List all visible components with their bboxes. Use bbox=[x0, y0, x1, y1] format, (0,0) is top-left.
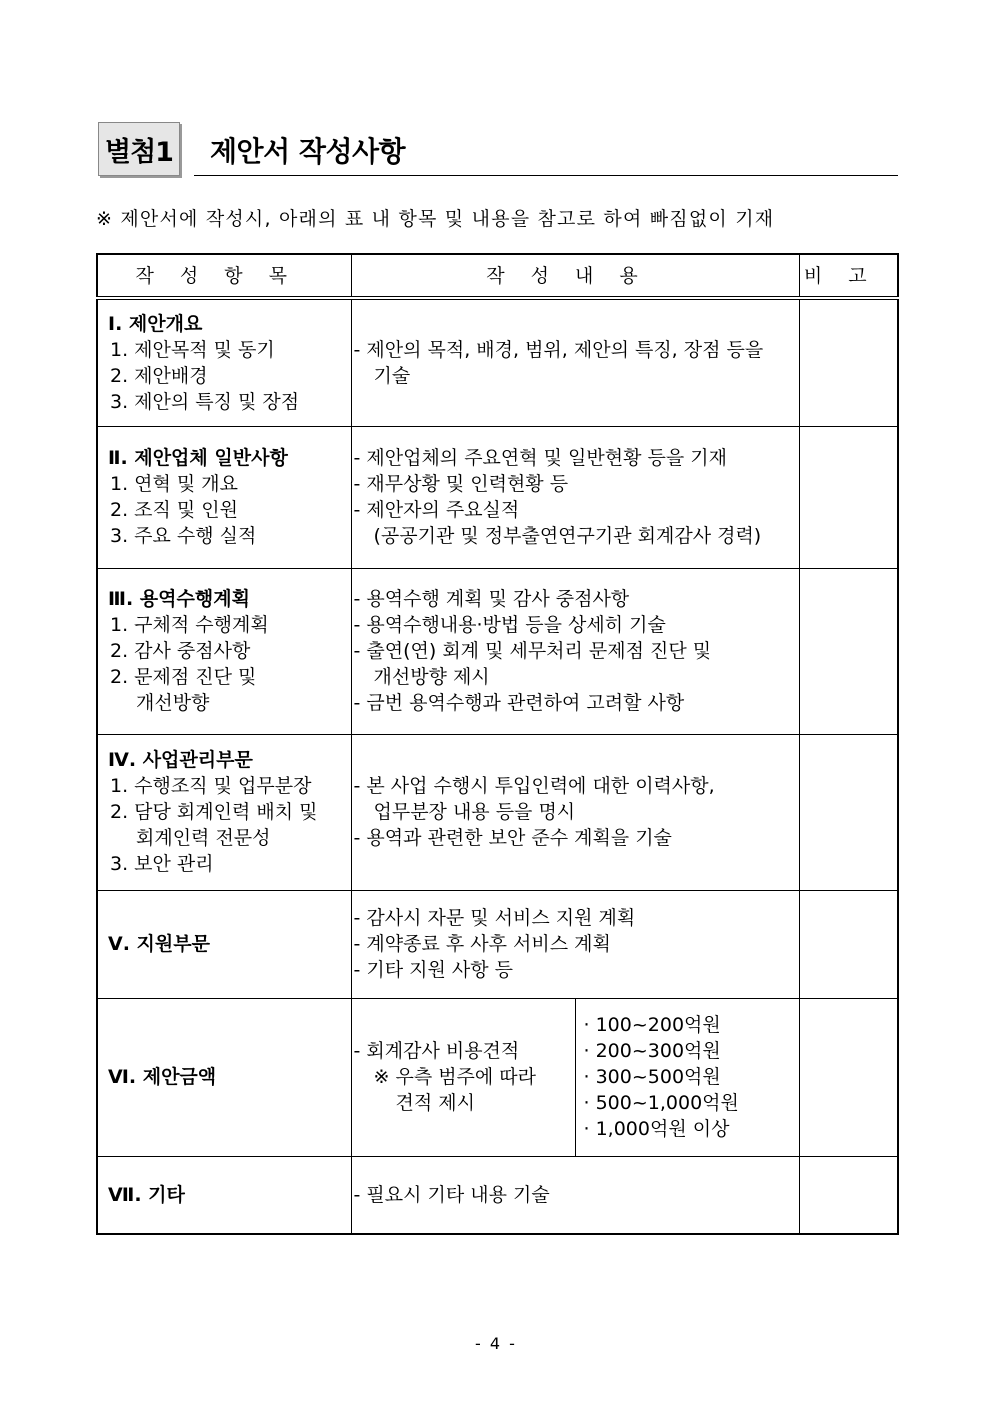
content-line: - 회계감사 비용견적 bbox=[353, 1040, 520, 1062]
header-item: 작성항목 bbox=[97, 254, 351, 298]
section-title: Ⅱ. 제안업체 일반사항 bbox=[108, 447, 288, 469]
section-item: 1. 수행조직 및 업무분장 bbox=[110, 775, 312, 797]
section-cell bbox=[97, 734, 351, 890]
section-item: 3. 보안 관리 bbox=[110, 853, 214, 875]
header-remarks: 비고 bbox=[799, 254, 898, 298]
remarks-cell bbox=[799, 890, 898, 998]
content-line: - 본 사업 수행시 투입인력에 대한 이력사항, bbox=[353, 775, 715, 797]
content-line: - 제안의 목적, 배경, 범위, 제안의 특징, 장점 등을 bbox=[353, 338, 764, 361]
document-title: 제안서 작성사항 bbox=[210, 135, 406, 168]
section-cell bbox=[97, 298, 351, 426]
remarks-cell bbox=[799, 998, 898, 1156]
section-cell bbox=[97, 1156, 351, 1234]
remarks-cell bbox=[799, 734, 898, 890]
table-row bbox=[97, 426, 898, 568]
content-cell bbox=[351, 298, 799, 426]
section-title: Ⅳ. 사업관리부문 bbox=[108, 749, 253, 771]
content-cell bbox=[351, 568, 799, 734]
section-item: 1. 구체적 수행계획 bbox=[110, 614, 269, 636]
content-line: (공공기관 및 정부출연연구기관 회계감사 경력) bbox=[373, 525, 762, 547]
cost-range-cell bbox=[575, 998, 799, 1156]
remarks-cell bbox=[799, 568, 898, 734]
title-underline bbox=[194, 175, 898, 176]
content-line: ※ 우측 범주에 따라 bbox=[373, 1066, 537, 1088]
table-row bbox=[97, 890, 898, 998]
proposal-requirements-table bbox=[96, 253, 899, 1235]
page-number: - 4 - bbox=[475, 1334, 517, 1353]
section-item: 개선방향 bbox=[136, 692, 210, 714]
section-item: 2. 감사 중점사항 bbox=[110, 640, 251, 662]
section-item: 회계인력 전문성 bbox=[136, 827, 271, 849]
section-item: 3. 제안의 특징 및 장점 bbox=[110, 390, 300, 413]
content-cell bbox=[351, 890, 799, 998]
content-line: - 기타 지원 사항 등 bbox=[353, 959, 513, 981]
section-title: Ⅶ. 기타 bbox=[108, 1183, 185, 1206]
content-line: 기술 bbox=[373, 364, 411, 387]
cost-range: · 1,000억원 이상 bbox=[583, 1118, 730, 1140]
table-row bbox=[97, 568, 898, 734]
section-cell bbox=[97, 426, 351, 568]
section-item: 2. 제안배경 bbox=[110, 364, 208, 387]
content-line: 견적 제시 bbox=[395, 1092, 475, 1114]
table-row bbox=[97, 1156, 898, 1234]
section-item: 2. 담당 회계인력 배치 및 bbox=[110, 801, 318, 823]
attachment-header bbox=[98, 122, 898, 178]
content-cell bbox=[351, 998, 575, 1156]
content-line: - 계약종료 후 사후 서비스 계획 bbox=[353, 933, 611, 955]
table-row bbox=[97, 298, 898, 426]
section-title: Ⅴ. 지원부문 bbox=[108, 933, 210, 955]
content-line: - 용역수행내용·방법 등을 상세히 기술 bbox=[353, 614, 666, 636]
section-title: Ⅲ. 용역수행계획 bbox=[108, 588, 250, 610]
content-line: - 제안자의 주요실적 bbox=[353, 499, 520, 521]
section-cell bbox=[97, 568, 351, 734]
cost-range: · 300~500억원 bbox=[583, 1066, 721, 1088]
content-line: - 금번 용역수행과 관련하여 고려할 사항 bbox=[353, 692, 685, 714]
content-line: - 출연(연) 회계 및 세무처리 문제점 진단 및 bbox=[353, 640, 712, 662]
content-line: - 제안업체의 주요연혁 및 일반현황 등을 기재 bbox=[353, 447, 727, 469]
table-row bbox=[97, 734, 898, 890]
cost-range: · 200~300억원 bbox=[583, 1040, 721, 1062]
instruction-note: ※ 제안서에 작성시, 아래의 표 내 항목 및 내용을 참고로 하여 빠짐없이 기재 bbox=[96, 208, 775, 230]
section-item: 1. 제안목적 및 동기 bbox=[110, 338, 275, 361]
content-cell bbox=[351, 426, 799, 568]
section-title: Ⅵ. 제안금액 bbox=[108, 1066, 217, 1088]
section-cell bbox=[97, 890, 351, 998]
remarks-cell bbox=[799, 426, 898, 568]
table-header-row bbox=[97, 254, 898, 298]
cost-range: · 100~200억원 bbox=[583, 1014, 721, 1036]
content-line: - 용역수행 계획 및 감사 중점사항 bbox=[353, 588, 630, 610]
cost-range: · 500~1,000억원 bbox=[583, 1092, 739, 1114]
section-item: 3. 주요 수행 실적 bbox=[110, 525, 257, 547]
content-cell bbox=[351, 734, 799, 890]
content-line: 업무분장 내용 등을 명시 bbox=[373, 801, 576, 823]
remarks-cell bbox=[799, 298, 898, 426]
content-line: 개선방향 제시 bbox=[373, 666, 490, 688]
content-line: - 필요시 기타 내용 기술 bbox=[353, 1183, 550, 1206]
header-content: 작성내용 bbox=[351, 254, 799, 298]
attachment-badge: 별첨1 bbox=[98, 122, 180, 176]
content-line: - 감사시 자문 및 서비스 지원 계획 bbox=[353, 907, 636, 929]
content-cell bbox=[351, 1156, 799, 1234]
table-row bbox=[97, 998, 898, 1156]
section-title: Ⅰ. 제안개요 bbox=[108, 312, 203, 335]
section-item: 2. 조직 및 인원 bbox=[110, 499, 239, 521]
content-line: - 재무상황 및 인력현황 등 bbox=[353, 473, 569, 495]
section-item: 1. 연혁 및 개요 bbox=[110, 473, 239, 495]
remarks-cell bbox=[799, 1156, 898, 1234]
content-line: - 용역과 관련한 보안 준수 계획을 기술 bbox=[353, 827, 672, 849]
section-item: 2. 문제점 진단 및 bbox=[110, 666, 257, 688]
section-cell bbox=[97, 998, 351, 1156]
